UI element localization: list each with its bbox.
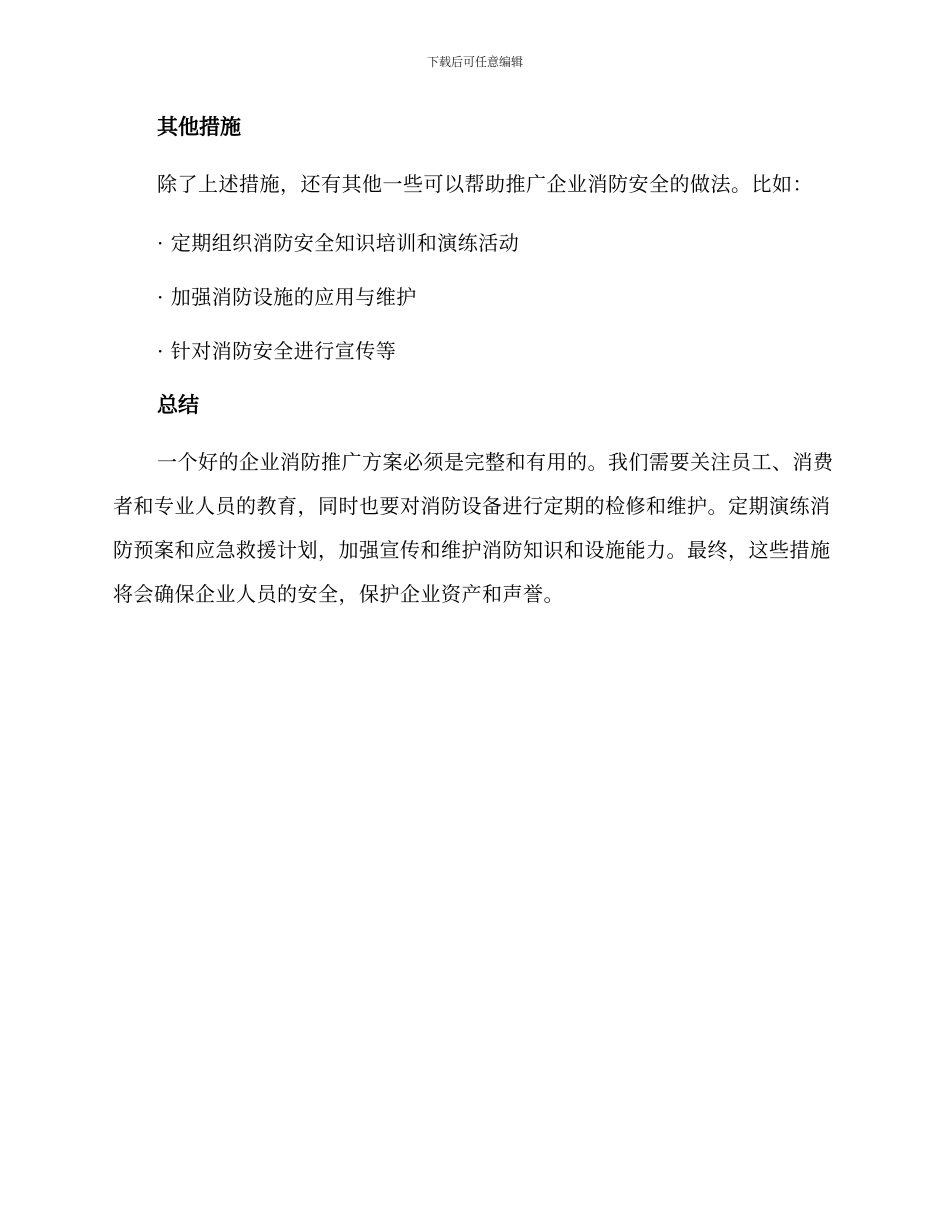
section-heading-other-measures: 其他措施 xyxy=(157,115,241,139)
section-paragraph-summary: 一个好的企业消防推广方案必须是完整和有用的。我们需要关注员工、消费者和专业人员的教育，同时也要对消防设备进行定期的检修和维护。定期演练消防预案和应急救援计划，加强宣传和维护消防知识和设施能力。最终，这些措施将会确保企业人员的安全，保护企业资产和声誉。 xyxy=(113,450,834,606)
list-item: · 定期组织消防安全知识培训和演练活动 xyxy=(157,231,520,255)
document-body xyxy=(113,110,835,616)
section-heading-summary: 总结 xyxy=(157,393,199,417)
page-header-note: 下载后可任意编辑 xyxy=(426,55,523,69)
section-paragraph-other-measures: 除了上述措施，还有其他一些可以帮助推广企业消防安全的做法。比如： xyxy=(157,172,813,196)
list-item: · 针对消防安全进行宣传等 xyxy=(157,339,397,363)
list-item: · 加强消防设施的应用与维护 xyxy=(157,285,417,309)
